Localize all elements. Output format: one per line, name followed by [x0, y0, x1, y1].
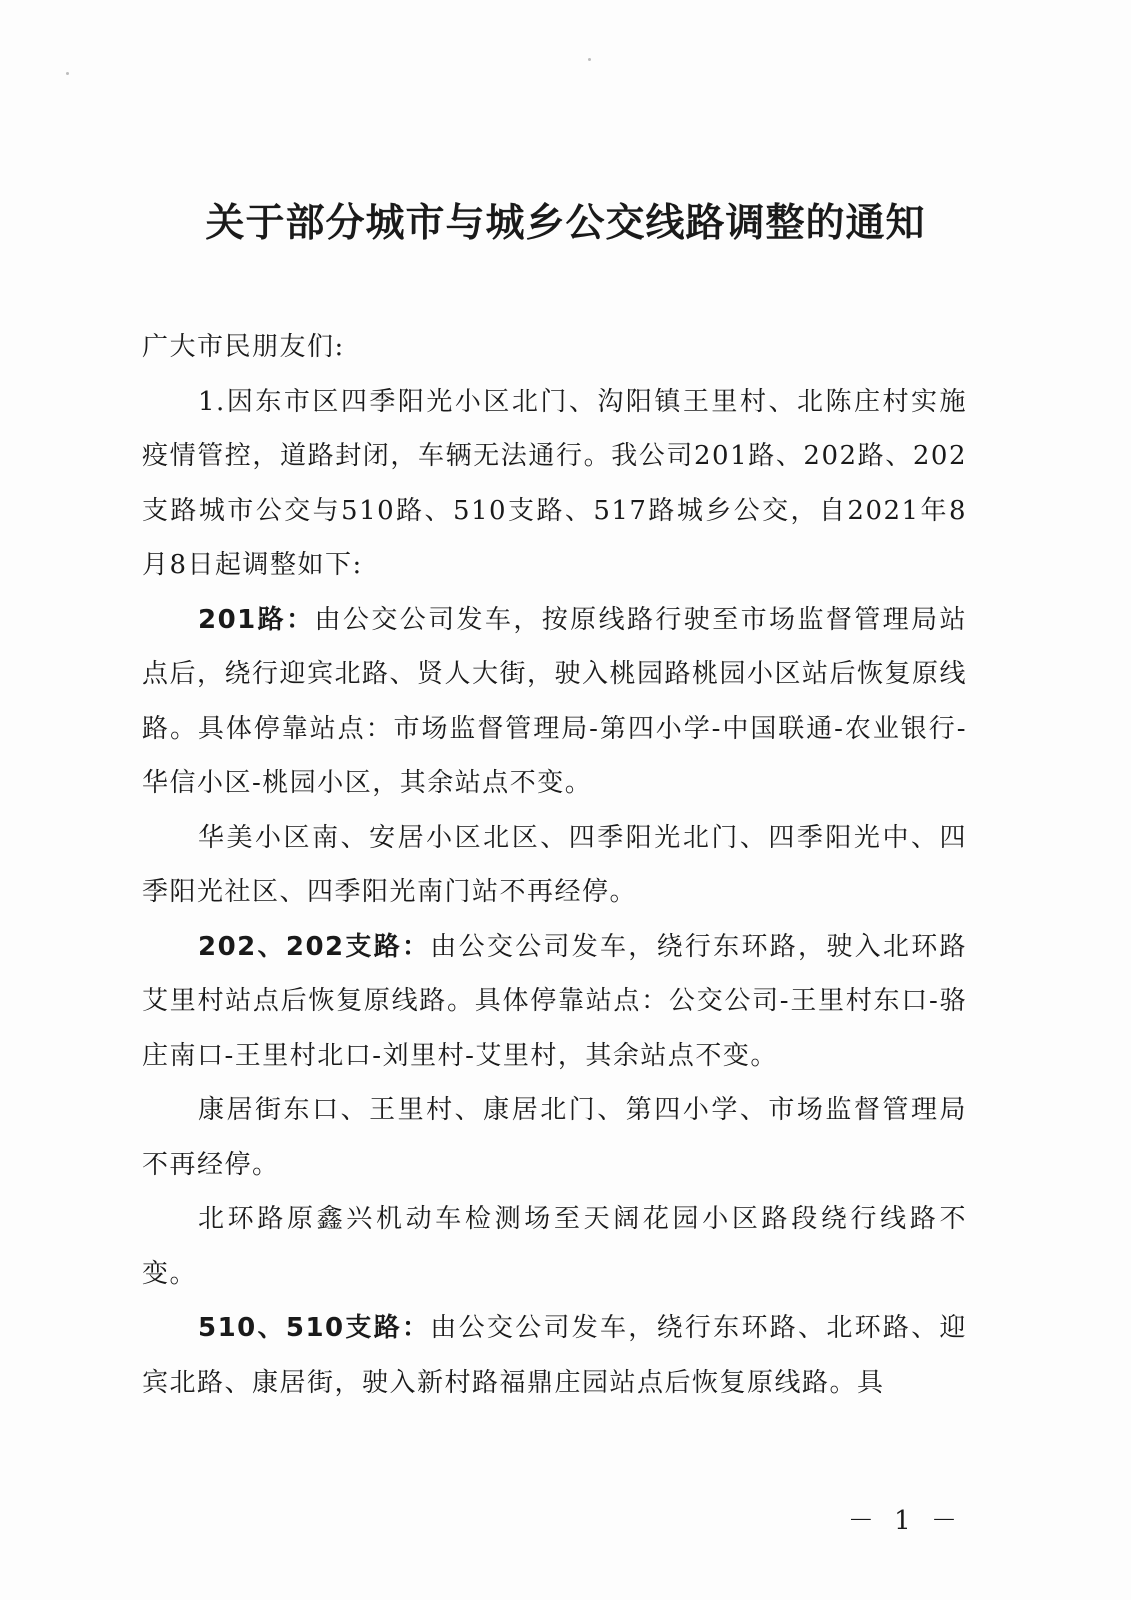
paragraph-text: 由公交公司发车，绕行东环路、北环路、迎宾北路、康居街，驶入新村路福鼎庄园站点后恢复原线路。具 [142, 1313, 967, 1398]
paragraph-6 [142, 1192, 967, 1301]
paragraph-text: 由公交公司发车，绕行东环路，驶入北环路艾里村站点后恢复原线路。具体停靠站点：公交公司-王里村东口-骆庄南口-王里村北口-刘里村-艾里村，其余站点不变。 [142, 931, 967, 1071]
route-label: 201路： [198, 604, 315, 635]
page-number: － 1 － [847, 1506, 963, 1536]
paragraph-7 [142, 1301, 967, 1410]
greeting: 广大市民朋友们: [142, 332, 345, 362]
paragraph-2 [142, 593, 967, 811]
paragraph-text: 华美小区南、安居小区北区、四季阳光北门、四季阳光中、四季阳光社区、四季阳光南门站不再经停。 [142, 822, 967, 907]
scan-speck [66, 72, 69, 75]
route-label: 202、202支路： [198, 931, 431, 962]
paragraph-text: 1.因东市区四季阳光小区北门、沟阳镇王里村、北陈庄村实施疫情管控，道路封闭，车辆无法通行。我公司201路、202路、202支路城市公交与510路、510支路、517路城乡公交，自2021年8月8日起调整如下: [142, 386, 967, 580]
document-body [142, 320, 967, 1410]
paragraph-text: 由公交公司发车，按原线路行驶至市场监督管理局站点后，绕行迎宾北路、贤人大街，驶入桃园路桃园小区站后恢复原线路。具体停靠站点：市场监督管理局-第四小学-中国联通-农业银行-华信小区-桃园小区，其余站点不变。 [142, 604, 968, 798]
scan-speck [588, 58, 591, 61]
paragraph-text: 北环路原鑫兴机动车检测场至天阔花园小区路段绕行线路不变。 [142, 1204, 967, 1289]
paragraph-4 [142, 920, 967, 1084]
paragraph-text: 康居街东口、王里村、康居北门、第四小学、市场监督管理局不再经停。 [142, 1095, 967, 1180]
route-label: 510、510支路： [198, 1313, 431, 1343]
paragraph-3 [142, 811, 967, 920]
document-title: 关于部分城市与城乡公交线路调整的通知 [205, 200, 926, 246]
paragraph-5 [142, 1083, 967, 1192]
paragraph-1 [142, 375, 967, 593]
